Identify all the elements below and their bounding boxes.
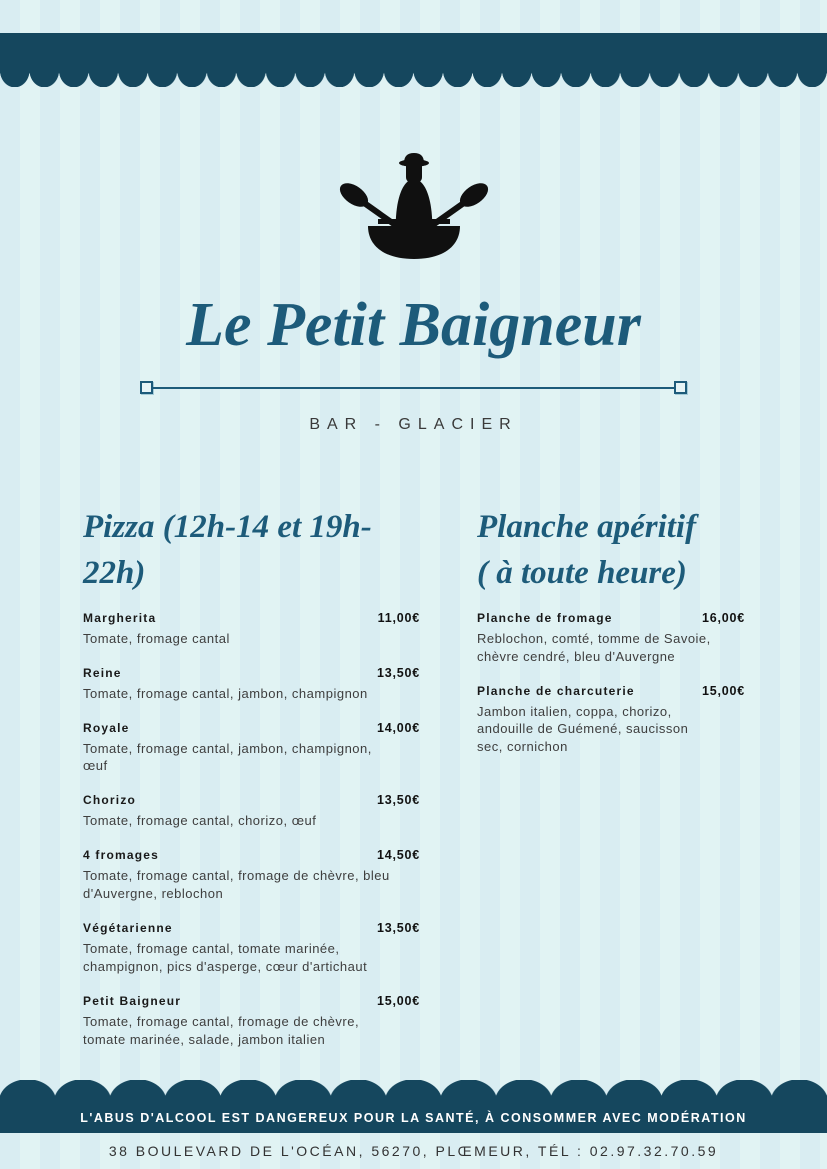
item-description: Tomate, fromage cantal, fromage de chèvre, bleu d'Auvergne, reblochon bbox=[83, 868, 390, 902]
divider-line bbox=[153, 387, 674, 389]
menu-item-planche-fromage bbox=[477, 611, 745, 666]
item-name: Végétarienne bbox=[83, 921, 173, 936]
bottom-awning-scallop-edge bbox=[0, 1080, 827, 1102]
section-planche-title: Planche apéritif bbox=[477, 509, 697, 546]
item-price: 15,00€ bbox=[376, 994, 420, 1009]
item-name: Margherita bbox=[83, 610, 157, 625]
alcohol-warning-band bbox=[0, 1102, 827, 1133]
menu-item-4-fromages bbox=[83, 848, 420, 903]
section-pizza bbox=[83, 504, 420, 1067]
item-price: 14,00€ bbox=[376, 720, 420, 735]
item-description: Tomate, fromage cantal, fromage de chèvre, tomate marinée, salade, jambon italien bbox=[83, 1014, 360, 1048]
menu-item-petit-baigneur bbox=[83, 994, 420, 1049]
menu-item-margherita bbox=[83, 611, 420, 648]
divider-square-right bbox=[674, 381, 687, 394]
restaurant-subtitle: BAR - GLACIER bbox=[309, 416, 518, 434]
rowboat-rower-icon bbox=[334, 150, 494, 260]
item-price: 16,00€ bbox=[701, 610, 745, 625]
title-divider bbox=[140, 381, 687, 394]
item-name: Chorizo bbox=[83, 793, 137, 808]
item-price: 11,00€ bbox=[377, 610, 420, 625]
section-planche-title-line2: ( à toute heure) bbox=[477, 555, 687, 592]
item-description: Tomate, fromage cantal, jambon, champignon, œuf bbox=[83, 740, 372, 774]
menu-item-planche-charcuterie bbox=[477, 684, 745, 757]
item-price: 13,50€ bbox=[376, 921, 420, 936]
item-name: Planche de charcuterie bbox=[477, 683, 635, 698]
item-description: Jambon italien, coppa, chorizo, andouille de Guémené, saucisson sec, cornichon bbox=[477, 703, 689, 755]
item-name: Petit Baigneur bbox=[83, 994, 182, 1009]
item-name: Planche de fromage bbox=[477, 610, 613, 625]
address-line: 38 BOULEVARD DE L'OCÉAN, 56270, PLŒMEUR, TÉL : 02.97.32.70.59 bbox=[108, 1143, 719, 1159]
top-awning-band bbox=[0, 33, 827, 70]
menu-item-chorizo bbox=[83, 793, 420, 830]
item-name: 4 fromages bbox=[83, 848, 160, 863]
item-price: 15,00€ bbox=[701, 683, 745, 698]
item-price: 13,50€ bbox=[376, 665, 420, 680]
alcohol-warning-text: L'ABUS D'ALCOOL EST DANGEREUX POUR LA SANTÉ, À CONSOMMER AVEC MODÉRATION bbox=[80, 1110, 747, 1125]
item-price: 14,50€ bbox=[376, 848, 420, 863]
menu-item-royale bbox=[83, 721, 420, 776]
item-name: Reine bbox=[83, 665, 122, 680]
section-pizza-title: Pizza (12h-14 et 19h-22h) bbox=[83, 509, 372, 592]
item-description: Tomate, fromage cantal, tomate marinée, champignon, pics d'asperge, cœur d'artichaut bbox=[83, 941, 368, 975]
menu-columns bbox=[0, 504, 827, 1067]
section-planche-aperitif bbox=[477, 504, 745, 1067]
item-description: Tomate, fromage cantal bbox=[83, 630, 230, 646]
menu-item-vegetarienne bbox=[83, 921, 420, 976]
item-price: 13,50€ bbox=[376, 793, 420, 808]
restaurant-title: Le Petit Baigneur bbox=[186, 291, 641, 359]
item-description: Tomate, fromage cantal, chorizo, œuf bbox=[83, 813, 317, 829]
item-description: Tomate, fromage cantal, jambon, champignon bbox=[83, 685, 368, 701]
divider-square-left bbox=[140, 381, 153, 394]
menu-item-reine bbox=[83, 666, 420, 703]
top-awning bbox=[0, 33, 827, 87]
top-awning-scallop-edge bbox=[0, 70, 827, 87]
bottom-awning bbox=[0, 1080, 827, 1169]
item-description: Reblochon, comté, tomme de Savoie, chèvre cendré, bleu d'Auvergne bbox=[477, 630, 711, 664]
item-name: Royale bbox=[83, 720, 130, 735]
